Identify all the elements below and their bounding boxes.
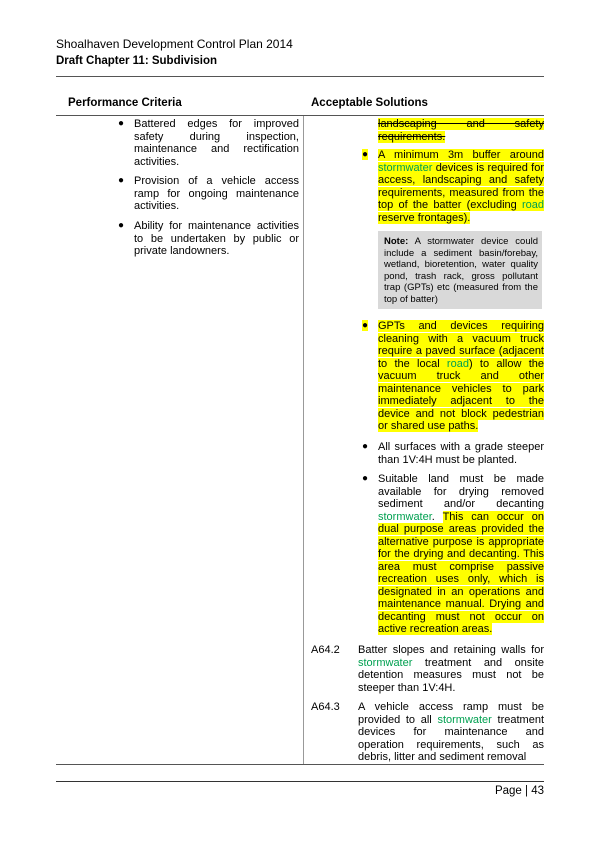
clause-number: A64.3 — [311, 701, 340, 713]
road-term: road — [521, 199, 544, 211]
bullet-icon: ● — [118, 220, 125, 231]
bullet-icon: ● — [362, 441, 369, 452]
table-header-rule — [56, 115, 544, 116]
chapter-title: Draft Chapter 11: Subdivision — [56, 55, 218, 67]
stormwater-term: stormwater — [437, 713, 492, 726]
bullet-icon: ● — [362, 149, 369, 160]
road-term: road — [446, 357, 469, 370]
acceptable-solutions-header: Acceptable Solutions — [311, 97, 428, 109]
page-number: Page | 43 — [494, 785, 544, 797]
bullet-icon: ● — [362, 320, 369, 331]
bullet-icon: ● — [118, 118, 125, 129]
surfaces-requirement: All surfaces with a grade steeper than 1V:4H must be planted. — [378, 441, 544, 466]
drying-land-requirement: Suitable land must be made available for drying removed sediment and/or decanting stormwater. This can occur on dual purpose areas provided the alternative purpose is appropriate for the drying and decanting. This area must comprise passive recreation uses only, which is designated in an operations and maintenance manual. Drying and decanting must not occur on active recreation areas. — [378, 473, 544, 635]
clause-a64-2: Batter slopes and retaining walls for stormwater treatment and onsite detention measures must not be steeper than 1V:4H. — [358, 644, 544, 694]
struck-continuation — [378, 118, 544, 143]
footer-rule — [56, 781, 544, 782]
highlighted-text: This can occur on dual purpose areas provided the alternative purpose is appropriate for the drying and decanting. This area must comprise passive recreation uses only, which is designated in an operations and maintenance manual. Drying and decanting must not occur on active recreation areas. — [378, 510, 544, 635]
stormwater-term: stormwater — [378, 161, 433, 174]
column-divider — [303, 116, 304, 764]
stormwater-term: stormwater — [358, 656, 413, 669]
criteria-item: Battered edges for improved safety during inspection, maintenance and rectification activities. — [134, 118, 299, 168]
criteria-item: Ability for maintenance activities to be undertaken by public or private landowners. — [134, 220, 299, 257]
clause-a64-3: A vehicle access ramp must be provided to all stormwater treatment devices for maintenance and operation requirements, such as debris, litter and sediment removal — [358, 701, 544, 763]
bullet-icon: ● — [362, 473, 369, 484]
header-rule — [56, 76, 544, 77]
struck-text: landscaping and safety requirements. — [378, 118, 544, 143]
gpts-requirement: GPTs and devices requiring cleaning with a vacuum truck require a paved surface (adjacent to the local road) to allow the vacuum truck and other maintenance vehicles to park immediately adjacent to the device and not block pedestrian or shared use paths. — [378, 320, 544, 432]
criteria-item: Provision of a vehicle access ramp for ongoing maintenance activities. — [134, 175, 299, 212]
bullet-icon: ● — [118, 175, 125, 186]
stormwater-term: stormwater — [378, 510, 432, 523]
note-text: Note: A stormwater device could include a sediment basin/forebay, wetland, bioretention, water quality pond, trash rack, gross pollutant trap (GPTs) etc (measured from the top of batter) — [384, 236, 538, 305]
table-bottom-rule — [56, 764, 544, 765]
document-title: Shoalhaven Development Control Plan 2014 — [56, 37, 293, 51]
buffer-requirement: A minimum 3m buffer around stormwater devices is required for access, landscaping and safety requirements, measured from the top of the batter (excluding road reserve frontages). — [378, 149, 544, 224]
clause-number: A64.2 — [311, 644, 340, 656]
performance-criteria-header: Performance Criteria — [68, 97, 182, 109]
note-label: Note: — [384, 236, 409, 247]
